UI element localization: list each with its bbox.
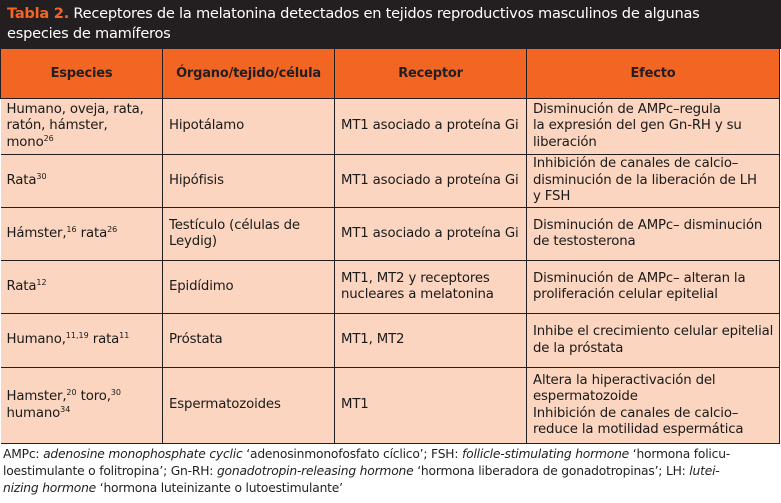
effect-cell: Altera la hiperactivación del espermatozoide Inhibición de canales de calcio– reduce la motilidad espermática xyxy=(527,368,780,444)
receptor-cell: MT1 xyxy=(335,368,527,444)
receptor-cell: MT1 asociado a proteína Gi xyxy=(335,99,527,155)
species-cell: Rata$^{12}$ xyxy=(1,261,163,314)
table-caption xyxy=(0,0,781,49)
species-cell: Rata$^{30}$ xyxy=(1,155,163,208)
table-row xyxy=(1,155,780,208)
effect-cell: Inhibe el crecimiento celular epitelial de la próstata xyxy=(527,314,780,368)
table-row xyxy=(1,368,780,444)
table-header-row xyxy=(1,49,780,99)
organ-cell: Hipotálamo xyxy=(163,99,335,155)
table-label: Tabla 2. xyxy=(7,5,69,22)
footnote-line-1: AMPc: adenosine monophosphate cyclic ‘adenosinmonofosfato cíclico’; FSH: follicle-stimulating hormone ‘hormona folicu- xyxy=(3,447,731,461)
table-footnote xyxy=(3,446,781,497)
species-cell: Humano,$^{11,19}$ rata$^{11}$ xyxy=(1,314,163,368)
table-row xyxy=(1,208,780,261)
effect-cell: Disminución de AMPc– disminución de testosterona xyxy=(527,208,780,261)
table-row xyxy=(1,99,780,155)
organ-cell: Epidídimo xyxy=(163,261,335,314)
table-row xyxy=(1,261,780,314)
receptor-cell: MT1, MT2 y receptores nucleares a melatonina xyxy=(335,261,527,314)
header-effect: Efecto xyxy=(527,49,780,99)
caption-title-line-1: Receptores de la melatonina detectados en tejidos reproductivos masculinos de algunas xyxy=(73,5,700,22)
receptor-cell: MT1, MT2 xyxy=(335,314,527,368)
footnote-line-2: loestimulante o folitropina’; Gn-RH: gonadotropin-releasing hormone ‘hormona liberadora de gonadotropinas’; LH: lutei- xyxy=(3,464,720,478)
receptor-cell: MT1 asociado a proteína Gi xyxy=(335,208,527,261)
effect-cell: Inhibición de canales de calcio– disminución de la liberación de LH y FSH xyxy=(527,155,780,208)
species-cell: Hamster,$^{20}$ toro,$^{30}$ humano$^{34}$ xyxy=(1,368,163,444)
caption-title-line-2: especies de mamíferos xyxy=(7,25,171,42)
header-species: Especies xyxy=(1,49,163,99)
organ-cell: Próstata xyxy=(163,314,335,368)
species-cell: Hámster,$^{16}$ rata$^{26}$ xyxy=(1,208,163,261)
table-row xyxy=(1,314,780,368)
effect-cell: Disminución de AMPc– alteran la proliferación celular epitelial xyxy=(527,261,780,314)
footnote-line-3: nizing hormone ‘hormona luteinizante o lutoestimulante’ xyxy=(3,481,343,495)
header-organ: Órgano/tejido/célula xyxy=(163,49,335,99)
receptor-cell: MT1 asociado a proteína Gi xyxy=(335,155,527,208)
melatonin-receptors-table xyxy=(0,49,780,444)
organ-cell: Testículo (células de Leydig) xyxy=(163,208,335,261)
organ-cell: Hipófisis xyxy=(163,155,335,208)
effect-cell: Disminución de AMPc–regula la expresión del gen Gn-RH y su liberación xyxy=(527,99,780,155)
species-cell: Humano, oveja, rata, ratón, hámster, mono$^{26}$ xyxy=(1,99,163,155)
organ-cell: Espermatozoides xyxy=(163,368,335,444)
header-receptor: Receptor xyxy=(335,49,527,99)
